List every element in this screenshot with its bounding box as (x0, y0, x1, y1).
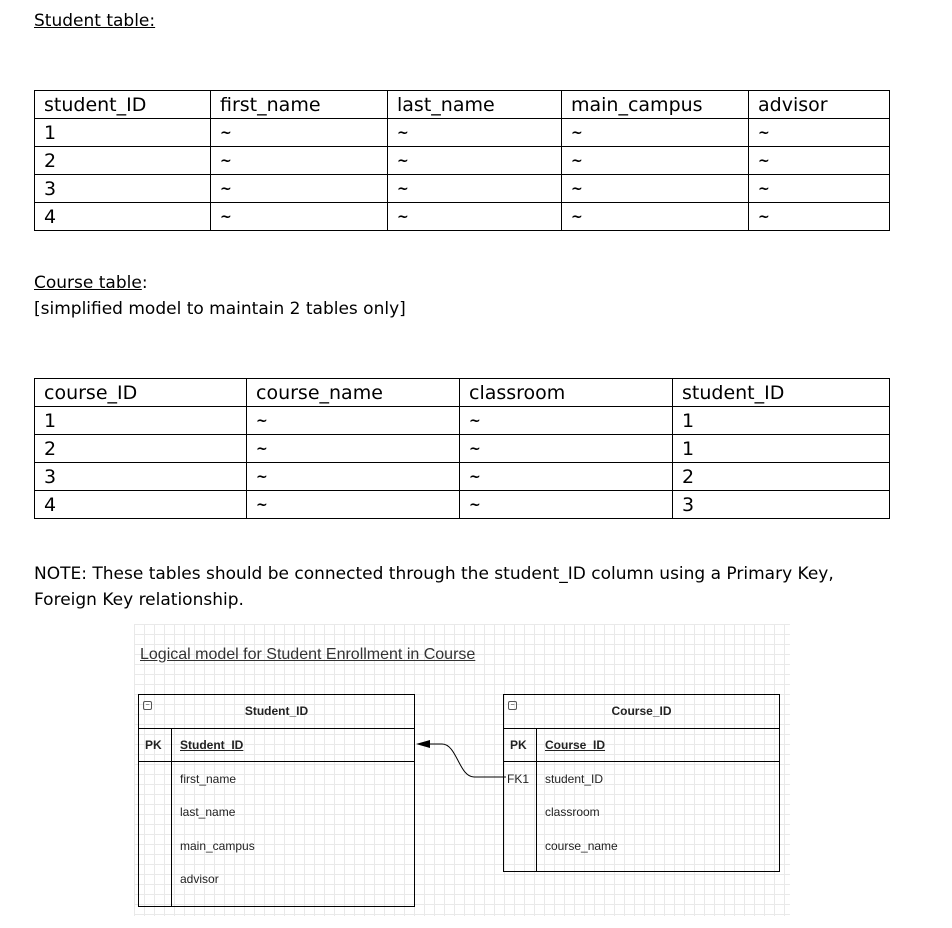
table-cell: ~ (388, 175, 562, 203)
table-cell: ~ (460, 435, 673, 463)
table-cell: ~ (211, 203, 388, 231)
table-cell: ~ (460, 407, 673, 435)
student-header-cell: advisor (749, 91, 890, 119)
fk-label: FK1 (507, 772, 530, 786)
course-entity-name: Course_ID (611, 704, 672, 718)
table-cell: ~ (749, 203, 890, 231)
table-cell: ~ (388, 119, 562, 147)
table-row (35, 175, 890, 203)
course-pk-field: Course_ID (545, 738, 606, 752)
table-cell: ~ (460, 491, 673, 519)
table-cell: 3 (35, 175, 211, 203)
erd-diagram (134, 624, 790, 916)
table-cell: 1 (673, 435, 890, 463)
table-cell: ~ (388, 203, 562, 231)
table-cell: 3 (35, 463, 247, 491)
table-row (35, 119, 890, 147)
student-header-cell: main_campus (562, 91, 749, 119)
course-header-cell: course_name (247, 379, 460, 407)
relationship-connector (134, 624, 790, 916)
table-cell: ~ (247, 463, 460, 491)
relationship-note: NOTE: These tables should be connected through the student_ID column using a Primary Key, Foreign Key relationship. (34, 564, 834, 610)
course-header-cell: student_ID (673, 379, 890, 407)
table-row (35, 463, 890, 491)
student-table (34, 90, 890, 231)
course-attribute: course_name (545, 839, 618, 853)
course-table-header-row (35, 379, 890, 407)
table-row (35, 407, 890, 435)
table-cell: 2 (673, 463, 890, 491)
table-cell: 1 (673, 407, 890, 435)
table-cell: ~ (247, 435, 460, 463)
student-attribute: last_name (180, 805, 236, 819)
course-header-cell: classroom (460, 379, 673, 407)
table-cell: ~ (749, 147, 890, 175)
table-row (35, 147, 890, 175)
course-attribute: student_ID (545, 772, 604, 786)
pk-label: PK (145, 738, 162, 752)
table-cell: 2 (35, 435, 247, 463)
table-cell: ~ (211, 119, 388, 147)
table-cell: ~ (247, 491, 460, 519)
table-cell: ~ (562, 147, 749, 175)
pk-label: PK (510, 738, 527, 752)
table-cell: ~ (749, 175, 890, 203)
table-cell: 1 (35, 119, 211, 147)
student-table-heading: Student table: (34, 11, 156, 31)
table-cell: 4 (35, 491, 247, 519)
table-cell: ~ (388, 147, 562, 175)
course-table-heading-colon: : (141, 273, 148, 293)
table-cell: ~ (247, 407, 460, 435)
table-cell: 1 (35, 407, 247, 435)
course-attribute: classroom (545, 805, 600, 819)
student-attribute: main_campus (180, 839, 255, 853)
table-row (35, 435, 890, 463)
diagram-title: Logical model for Student Enrollment in Course (140, 646, 476, 663)
table-row (35, 491, 890, 519)
student-header-cell: first_name (211, 91, 388, 119)
course-header-cell: course_ID (35, 379, 247, 407)
course-table (34, 378, 890, 519)
table-cell: ~ (562, 175, 749, 203)
table-cell: ~ (562, 203, 749, 231)
table-cell: ~ (562, 119, 749, 147)
student-header-cell: last_name (388, 91, 562, 119)
collapse-icon[interactable]: − (143, 701, 152, 710)
table-cell: 2 (35, 147, 211, 175)
table-cell: ~ (460, 463, 673, 491)
collapse-icon[interactable]: − (508, 701, 517, 710)
arrowhead-icon (416, 740, 430, 748)
student-header-cell: student_ID (35, 91, 211, 119)
table-cell: 3 (673, 491, 890, 519)
table-cell: ~ (749, 119, 890, 147)
course-table-heading (34, 273, 148, 293)
student-pk-field: Student_ID (180, 738, 244, 752)
table-row (35, 203, 890, 231)
table-cell: ~ (211, 175, 388, 203)
student-attribute: advisor (180, 872, 219, 886)
course-table-heading-text: Course table (34, 273, 142, 293)
table-cell: 4 (35, 203, 211, 231)
course-table-subtitle: [simplified model to maintain 2 tables only] (34, 299, 406, 319)
student-table-header-row (35, 91, 890, 119)
student-attribute: first_name (180, 772, 237, 786)
student-entity-name: Student_ID (244, 704, 309, 718)
table-cell: ~ (211, 147, 388, 175)
